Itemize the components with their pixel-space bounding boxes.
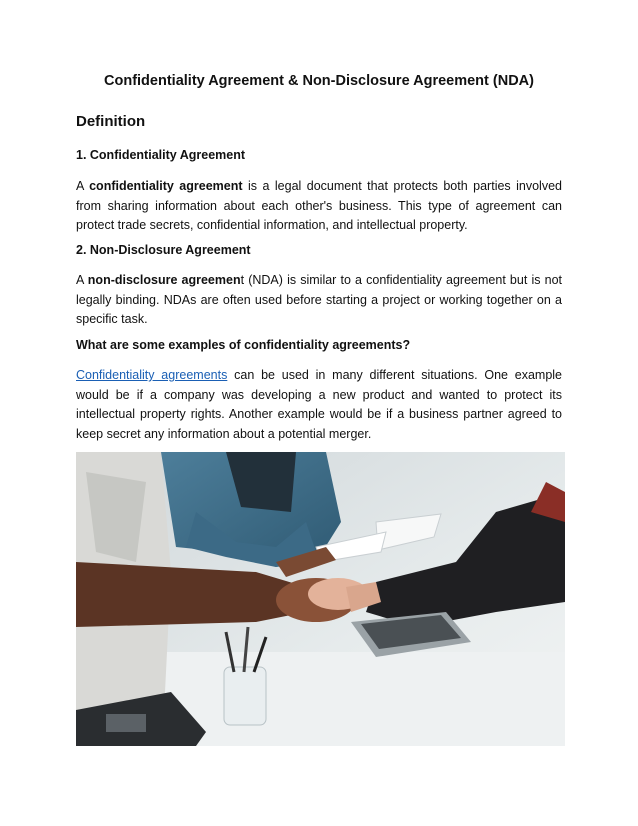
definition-heading: Definition: [76, 113, 146, 130]
handshake-photo: [76, 452, 565, 746]
handshake-photo-illustration: [76, 452, 565, 746]
confidentiality-agreements-link[interactable]: Confidentiality agreements: [76, 368, 228, 382]
paragraph-text: A: [76, 179, 90, 193]
section-heading-confidentiality: 1. Confidentiality Agreement: [76, 148, 246, 162]
paragraph-text: is a legal document that protects both parties involved from sharing information about each other's business. This type of agreement can protect trade secrets, confidential information, and intellectual property.: [76, 179, 562, 232]
paragraph-confidentiality: [76, 177, 562, 236]
document-title: Confidentiality Agreement & Non-Disclosure Agreement (NDA): [104, 73, 534, 89]
paragraph-examples: [76, 366, 562, 444]
section-heading-nda: 2. Non-Disclosure Agreement: [76, 243, 251, 257]
paragraph-text: t (NDA) is similar to a confidentiality agreement but is not legally binding. NDAs are often used before starting a project or working together on a specific task.: [76, 273, 562, 326]
bold-term: non-disclosure agreemen: [87, 273, 241, 287]
paragraph-nda: [76, 271, 562, 330]
section-heading-examples: What are some examples of confidentiality agreements?: [76, 338, 411, 352]
paragraph-text: A: [76, 273, 88, 287]
bold-term: confidentiality agreement: [89, 179, 243, 193]
paragraph-text: can be used in many different situations. One example would be if a company was developing a new product and wanted to protect its intellectual property rights. Another example would be if a business partner agreed to keep secret any information about a potential merger.: [76, 368, 563, 441]
